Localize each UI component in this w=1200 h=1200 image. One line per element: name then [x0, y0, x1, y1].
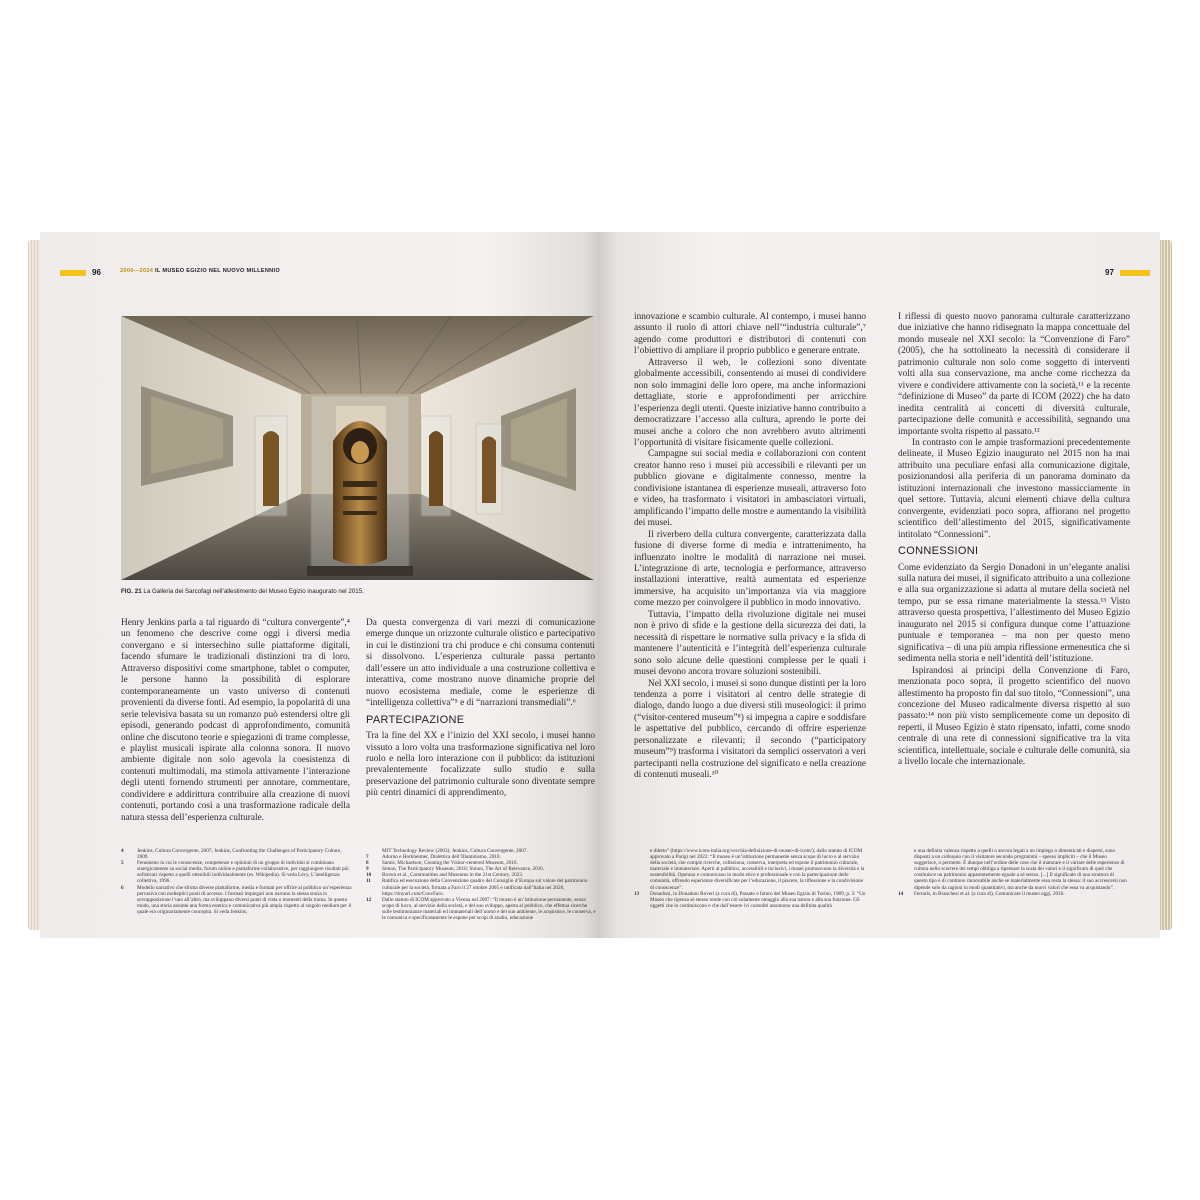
page-edges-right [1158, 240, 1172, 930]
paragraph: In contrasto con le ampie trasformazioni precedentemente delineate, il Museo Egizio inaugurato nel 2015 non ha mai attribuito una peculiare enfasi alla comunicazione digitale, posizionandosi alla periferia di un panorama dominato da istituzioni internazionali che investono massicciamente in quel settore. Tuttavia, alcuni elementi chiave della cultura convergente, evidenziati poco sopra, affiorano nel progetto scientifico dell’allestimento del 2015, significativamente intitolato “Connessioni”. [898, 437, 1130, 540]
footnote: 4 Jenkins, Cultura Convergente, 2007; Jenkins, Confronting the Challenges of Participatory Culture, 2009. [121, 848, 342, 861]
paragraph: Il riverbero della cultura convergente, caratterizzata dalla fusione di diverse forme di media e intrattenimento, ha influenzato inoltre le modalità di narrazione nei musei. L’integrazione di arte, tecnologia e performance, attraverso installazioni interattive, realtà aumentata ed esperienze immersive, ha acquisito un’importanza via via maggiore come mezzo per coinvolgere il pubblico in modo innovativo. [634, 529, 866, 609]
paragraph: Nel XXI secolo, i musei si sono dunque distinti per la loro tendenza a porre i visitatori al centro delle strategie di dialogo, dando luogo a due diversi stili museologici: il primo (“visitor-centered museum”⁸) si impegna a capire e soddisfare le aspettative del pubblico, cercando di offrire esperienze personalizzate e rilevanti; il secondo (“participatory museum”⁹) trasforma i visitatori da semplici osservatori a veri partecipanti nella costruzione del significato e nella creazione di contenuti museali.¹⁰ [634, 678, 866, 781]
caption-label: FIG. 21 [121, 588, 142, 595]
figure-caption [121, 588, 601, 595]
footnote: 5 Fenomeno in cui le conoscenze, competenze e opinioni di un gruppo di individui si combinano sinergicamente su social media, forum online e piattaforme collaborative, per raggiungere risultati più sofisticati rispetto a quelli ottenibili individualmente (es. Wikipedia). Si veda Lévy, L’intelligenza collettiva, 1996. [121, 860, 349, 885]
paragraph: Henry Jenkins parla a tal riguardo di “cultura convergente”,⁴ un fenomeno che descrive come oggi i diversi media convergano e si intersechino sulle piattaforme digitali, facendo sfumare le tradizionali distinzioni tra di loro. Attraverso dispositivi come smartphone, tablet o computer, le persone hanno la possibilità di esplorare contemporaneamente un vasto universo di contenuti provenienti da diverse fonti. Ad esempio, la popolarità di una serie televisiva basata su un romanzo può estendersi oltre gli episodi, generando podcast di approfondimento, comunità online che discutono teorie e spiegazioni di trame complesse, e playlist musicali ispirate alla colonna sonora. Il nuovo ambiente digitale non solo agevola la coesistenza di contenuti multimodali, ma stimola attivamente l’interazione degli utenti fornendo strumenti per annotare, commentare, condividere e addirittura contribuire alla creazione di nuovi contenuti, portando così a una trasformazione radicale della natura stessa dell’esperienza culturale. [121, 618, 350, 823]
running-header-left [40, 268, 600, 276]
page-number: 97 [1105, 268, 1114, 277]
header-accent-bar [60, 270, 86, 276]
paragraph: Come evidenziato da Sergio Donadoni in un’elegante analisi sulla natura dei musei, il significato attribuito a una collezione e alla sua organizzazione si adatta al mutare della società nel tempo, pur se essa rimane materialmente la stessa.¹³ Visto attraverso questa prospettiva, l’allestimento del Museo Egizio inaugurato nel 2015 si configura dunque come l’attuazione puntuale e temporanea – ma non per questo meno significativa – di una più ampia riflessione ermeneutica che si sedimenta nella storia e nell’identità dell’istituzione. [898, 562, 1130, 665]
right-column-1 [634, 312, 866, 782]
footnote: 9 Simon, The Participatory Museum, 2010; Simon, The Art of Relevance, 2016. [366, 866, 545, 873]
paragraph: Tuttavia, l’impatto della rivoluzione digitale nei musei non è privo di sfide e la gestione della sicurezza dei dati, la necessità di rispettare le normative sulla privacy e la sfida di mantenere l’autenticità e l’integrità dell’esperienza culturale sono solo alcune delle questioni complesse per le quali i musei devono ancora trovare soluzioni sostenibili. [634, 609, 866, 678]
footnote: 11 Ratifica ed esecuzione della Convenzione quadro del Consiglio d’Europa sul valore del patrimonio culturale per la società, firmata a Faro il 27 ottobre 2005 e ratificata dall’Italia nel 2020, https://tinyurl.com/ConvFaro. [366, 878, 588, 897]
footnote: MIT Technology Review (2003); Jenkins, Cultura Convergente, 2007. [382, 848, 528, 854]
footnote: e una definita valenza rispetto a quelli o ancora legati a un impiego o dimenticati e dispersi, sono disposti a un colloquio con il visitatore secondo programmi – spesso impliciti – che il Museo suggerisce, o permette. È dunque nell’ordine delle cose che il maturare e il variare delle esperienze di cultura nello scorrere dei tempi obbliga a ripensare la scala dei valori e il significato di quel che costituisce un patrimonio apparentemente eguale a sé stesso. [...] Il significato di una struttura di questo tipo è di continuo rinnovabile anche se materialmente essa resta la stessa: il suo accrescersi non dipende solo da ragioni in modi quantitativi, ma anche da nuovi valori che essa va acquistando”. [914, 848, 1127, 891]
footnotes-left-1 [121, 848, 353, 915]
paragraph: Ispirandosi ai principi della Convenzione di Faro, menzionata poco sopra, il progetto scientifico del nuovo allestimento ha proposto fin dal suo titolo, “Connessioni”, una concezione del Museo radicalmente diversa rispetto al suo passato:¹⁴ non più visto semplicemente come un deposito di reperti, il Museo Egizio è stato ripensato, infatti, come snodo centrale di una rete di connessioni significative tra la vita scientifica, intellettuale, sociale e culturale delle comunità, sia a livello locale che internazionale. [898, 665, 1130, 768]
paragraph: Attraverso il web, le collezioni sono diventate globalmente accessibili, consentendo ai musei di condividere non solo immagini delle loro opere, ma anche informazioni dettagliate, storie e approfondimenti per arricchire l’esperienza degli utenti. Queste iniziative hanno contribuito a democratizzare l’accesso alla cultura, aprendo le porte dei musei anche a coloro che non avrebbero avuto altrimenti l’opportunità di visitare fisicamente quelle collezioni. [634, 357, 866, 448]
footnotes-left-2 [366, 848, 596, 921]
footnote: 13 Donadoni, in Donadoni Roveri (a cura di), Passato e futuro del Museo Egizio di Torino, 1989, p. 3: “Un Museo che ripensa sé stesso rende con ciò solamente omaggio alla sua natura e alla sua funzione. Gli oggetti che lo costituiscono e che dall’essere ivi custoditi assumono una definita qualità [634, 890, 866, 909]
running-header-right [600, 268, 1160, 276]
open-book [28, 232, 1172, 938]
footnote: 14 Ferraris, in Branchesi et al. (a cura di), Comunicare il museo oggi, 2016. [898, 890, 1065, 897]
section-heading: CONNESSIONI [898, 545, 979, 558]
page-number: 96 [92, 268, 101, 277]
footnotes-right-2 [898, 848, 1128, 897]
footnote: 7 Adorno e Horkheimer, Dialettica dell’Illuminismo, 2010. [366, 854, 501, 861]
right-page [600, 232, 1160, 938]
footnote: 6 Modello narrativo che sfrutta diverse piattaforme, media e formati per offrire al pubblico un’esperienza pervasiva con molteplici punti di accesso. I formati impiegati non narrano la stessa storia in sovrapposizione l’uno all’altro, ma sviluppano diversi punti di vista o momenti della trama. In questo modo, una storia assume una forma estetica e comunicativa più ampia rispetto al singolo medium per il quale era originariamente concepita. Si veda Jenkins, [121, 884, 352, 915]
left-column-2 [366, 618, 595, 800]
caption-text: La Galleria dei Sarcofagi nell’allestimento del Museo Egizio inaugurato nel 2015. [143, 588, 364, 595]
section-heading: PARTECIPAZIONE [366, 713, 465, 726]
footnote: 12 Dallo statuto di ICOM approvato a Vienna nel 2007: “Il museo è un’istituzione permanente, senza scopo di lucro, al servizio della società, e del suo sviluppo, aperta al pubblico, che effettua ricerche sulle testimonianze materiali ed immateriali dell’uomo e del suo ambiente, le acquisisce, le conserva, e le comunica e specificatamente le espone per scopi di studio, educazione [366, 896, 596, 922]
footnote: 10 Brown et al., Communities and Museums in the 21st Century, 2023. [366, 872, 524, 879]
footnote: 8 Samis, Michaelson, Creating the Visitor-centered Museum, 2016. [366, 860, 518, 867]
footnote: e diletto” (https://www.icom-italia.org/vecchia-definizione-di-museo-di-icom/); dallo statuto di ICOM approvato a Parigi nel 2022: “Il museo è un’istituzione permanente senza scopo di lucro e al servizio della società, che compie ricerche, colleziona, conserva, interpreta ed espone il patrimonio culturale, materiale e immateriale. Aperti al pubblico, accessibili e inclusivi, i musei promuovono la diversità e la sostenibilità. Operano e comunicano in modo etico e professionale e con la partecipazione delle comunità, offrendo esperienze diversificate per l’educazione, il piacere, la riflessione e la condivisione di conoscenze”. [650, 848, 865, 891]
paragraph: I riflessi di questo nuovo panorama culturale caratterizzano due iniziative che hanno ridisegnato la mappa concettuale del mondo museale nel XXI secolo: la “Convenzione di Faro” (2005), che ha sottolineato la necessità di considerare il patrimonio culturale non solo come soggetto di interventi volti alla sua conservazione, ma anche come ricchezza da vivere e condividere attivamente con la società,¹¹ e la recente “definizione di Museo” da parte di ICOM (2022) che ha dato inedita centralità ai concetti di diversità culturale, partecipazione delle comunità e accessibilità, segnando una importante svolta rispetto al passato.¹² [898, 312, 1130, 437]
gallery-photo [121, 316, 594, 580]
left-column-1 [121, 618, 350, 824]
left-page [40, 232, 600, 938]
header-title: IL MUSEO EGIZIO NEL NUOVO MILLENNIO [155, 268, 281, 274]
header-years: 2000—2024 [120, 268, 154, 274]
paragraph: innovazione e scambio culturale. Al contempo, i musei hanno assunto il ruolo di attori chiave nell’“industria culturale”,⁷ agendo come produttori e distributori di contenuti con l’obiettivo di ampliare il proprio pubblico e generare entrate. [634, 312, 866, 357]
running-title [120, 268, 280, 274]
header-accent-bar [1120, 270, 1150, 276]
paragraph: Campagne sui social media e collaborazioni con content creator hanno reso i musei più accessibili e rilevanti per un pubblico giovane e digitalmente connesso, mentre la condivisione istantanea di esperienze museali, attraverso foto e video, ha trasformato i visitatori in ambasciatori virtuali, amplificando l’impatto delle mostre e aumentando la visibilità dei musei. [634, 449, 866, 529]
right-column-2 [898, 312, 1130, 769]
paragraph: Da questa convergenza di vari mezzi di comunicazione emerge dunque un orizzonte culturale olistico e partecipativo in cui le distinzioni tra chi produce e chi consuma contenuti si dissolvono. L’esperienza culturale passa pertanto dall’essere un atto individuale a una costruzione collettiva e interattiva, come mostrano nuove dinamiche proprie del nuovo ecosistema mediale, come le esperienze di “intelligenza collettiva”⁵ e di “narrazioni transmediali”.⁶ [366, 618, 595, 709]
paragraph: Tra la fine del XX e l’inizio del XXI secolo, i musei hanno vissuto a loro volta una trasformazione significativa nel loro ruolo e nella loro interazione con il pubblico: da istituzioni prevalentemente focalizzate sullo studio e sulla preservazione del patrimonio culturale sono diventate sempre più centri dinamici di apprendimento, [366, 731, 595, 799]
footnotes-right-1 [634, 848, 866, 909]
